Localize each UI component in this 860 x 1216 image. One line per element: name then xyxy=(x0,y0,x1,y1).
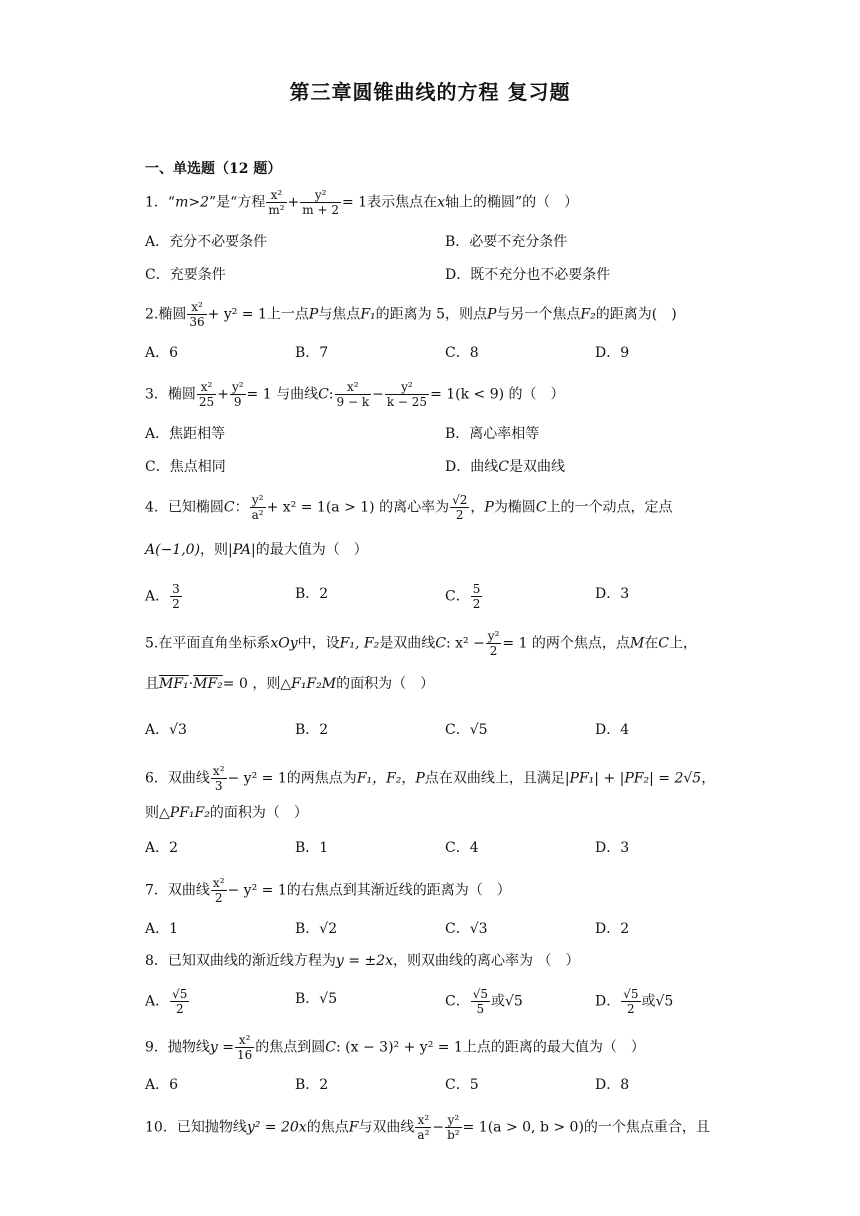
option-a[interactable]: A． $\frac{√5}{2}$ xyxy=(145,987,188,1016)
question-9: 9．抛物线y = $\frac{\text{x²}}{16}$ 的焦点到圆C: (x − 3)² + y² = 1上点的距离的最大值为（ ） xyxy=(145,1033,645,1062)
option-d[interactable]: D．8 xyxy=(595,1077,630,1093)
question-2-options xyxy=(145,341,715,369)
question-5-line-2: 且MF₁·MF₂= 0 ，则△F₁F₂M的面积为（ ） xyxy=(145,676,435,692)
fraction: $\frac{\text{x²}}{\text{m²}}$ xyxy=(268,188,285,217)
question-7-options xyxy=(145,917,715,945)
option-b[interactable]: B．√5 xyxy=(295,991,338,1007)
option-b[interactable]: B．1 xyxy=(295,840,329,856)
option-a[interactable]: A．1 xyxy=(145,921,179,937)
option-a[interactable]: A．2 xyxy=(145,840,179,856)
fraction: $\frac{\text{y²}}{m + 2}$ xyxy=(302,188,339,217)
option-d[interactable]: D．3 xyxy=(595,586,630,602)
fraction: $\frac{\text{x²}}{16}$ xyxy=(237,1033,253,1062)
question-6: 6．双曲线 $\frac{\text{x²}}{3}$ − y² = 1的两焦点为F₁，F₂，P点在双曲线上，且满足|PF₁| + |PF₂| = 2√5， xyxy=(145,764,716,793)
question-1-options xyxy=(145,230,715,258)
option-d[interactable]: D．4 xyxy=(595,722,630,738)
section-heading: 一、单选题（12 题） xyxy=(145,161,282,177)
question-4-line-2: A(−1,0)，则|PA|的最大值为（ ） xyxy=(145,542,368,558)
option-c[interactable]: C． $\frac{5}{2}$ xyxy=(445,582,481,611)
option-d[interactable]: D．既不充分也不必要条件 xyxy=(445,267,611,283)
question-2: 2.椭圆 $\frac{\text{x²}}{36}$ + y² = 1上一点P与焦点F₁的距离为 5，则点P与另一个焦点F₂的距离为( ) xyxy=(145,300,677,329)
question-5-options xyxy=(145,718,715,746)
question-10: 10．已知抛物线y² = 20x的焦点F与双曲线 $\frac{\text{x²}}{\text{a²}}$ − $\frac{\text{y²}}{\text{b²}}$ = 1(a > 0, b > 0)的一个焦点重合，且 xyxy=(145,1113,710,1142)
option-c[interactable]: C． $\frac{√5}{5}$ 或√5 xyxy=(445,987,523,1016)
option-b[interactable]: B．√2 xyxy=(295,921,338,937)
question-8-options xyxy=(145,987,715,1015)
option-a[interactable]: A．6 xyxy=(145,1077,179,1093)
option-a[interactable]: A．6 xyxy=(145,345,179,361)
fraction: $\frac{\text{x²}}{9 - k}$ xyxy=(336,380,370,409)
option-d[interactable]: D．9 xyxy=(595,345,630,361)
option-c[interactable]: C．焦点相同 xyxy=(145,459,226,475)
question-3: 3．椭圆 $\frac{\text{x²}}{25}$ + $\frac{\text{y²}}{9}$ = 1 与曲线C: $\frac{\text{x²}}{9 - k}$ − $\frac{\text{y²}}{k - 25}$ = 1(k < 9) 的（ ） xyxy=(145,380,565,409)
option-b[interactable]: B．必要不充分条件 xyxy=(445,234,568,250)
question-6-options xyxy=(145,836,715,864)
option-c[interactable]: C．√3 xyxy=(445,921,488,937)
option-b[interactable]: B．2 xyxy=(295,722,329,738)
fraction: $\frac{\text{x²}}{3}$ xyxy=(212,764,225,793)
question-3-options xyxy=(145,422,715,450)
question-3-options xyxy=(145,455,715,483)
fraction: $\frac{\text{x²}}{25}$ xyxy=(198,380,215,409)
fraction: $\frac{\text{x²}}{2}$ xyxy=(212,876,225,905)
question-9-options xyxy=(145,1073,715,1101)
page-title: 第三章圆锥曲线的方程 复习题 xyxy=(289,80,571,104)
option-c[interactable]: C．8 xyxy=(445,345,479,361)
question-6-line-2: 则△PF₁F₂的面积为（ ） xyxy=(145,805,308,821)
option-a[interactable]: A．充分不必要条件 xyxy=(145,234,268,250)
option-b[interactable]: B．2 xyxy=(295,586,329,602)
fraction: $\frac{\text{y²}}{2}$ xyxy=(487,629,500,658)
fraction: $\frac{\text{y²}}{9}$ xyxy=(231,380,244,409)
option-a[interactable]: A．焦距相等 xyxy=(145,426,226,442)
fraction: $\frac{\text{y²}}{k - 25}$ xyxy=(386,380,428,409)
option-c[interactable]: C．5 xyxy=(445,1077,479,1093)
question-1-options xyxy=(145,263,715,291)
fraction: $\frac{\text{x²}}{\text{a²}}$ xyxy=(417,1113,430,1142)
option-a[interactable]: A．√3 xyxy=(145,722,187,738)
question-4: 4．已知椭圆C： $\frac{\text{y²}}{\text{a²}}$ + x² = 1(a > 1) 的离心率为 $\frac{√2}{2}$ ，P为椭圆C上的一个动点，定点 xyxy=(145,493,673,522)
option-c[interactable]: C．充要条件 xyxy=(145,267,226,283)
fraction: $\frac{\text{y²}}{\text{a²}}$ xyxy=(251,493,264,522)
option-b[interactable]: B．2 xyxy=(295,1077,329,1093)
option-d[interactable]: D． $\frac{√5}{2}$ 或√5 xyxy=(595,987,674,1016)
option-a[interactable]: A． $\frac{3}{2}$ xyxy=(145,582,180,611)
question-8: 8．已知双曲线的渐近线方程为y = ±2x，则双曲线的离心率为 （ ） xyxy=(145,953,580,969)
option-b[interactable]: B．离心率相等 xyxy=(445,426,540,442)
fraction: $\frac{\text{y²}}{\text{b²}}$ xyxy=(447,1113,460,1142)
option-d[interactable]: D．2 xyxy=(595,921,630,937)
question-1: 1．“m>2”是“方程 $\frac{\text{x²}}{\text{m²}}$ + $\frac{\text{y²}}{m + 2}$ = 1表示焦点在x轴上的椭圆”的（ ） xyxy=(145,188,579,217)
option-b[interactable]: B．7 xyxy=(295,345,329,361)
fraction: $\frac{√2}{2}$ xyxy=(452,493,468,522)
fraction: $\frac{\text{x²}}{36}$ xyxy=(189,300,205,329)
option-c[interactable]: C．√5 xyxy=(445,722,488,738)
question-5: 5.在平面直角坐标系xOy中，设F₁, F₂是双曲线C: x² − $\frac{\text{y²}}{2}$ = 1 的两个焦点，点M在C上， xyxy=(145,629,697,658)
option-c[interactable]: C．4 xyxy=(445,840,479,856)
option-d[interactable]: D．3 xyxy=(595,840,630,856)
question-7: 7．双曲线 $\frac{\text{x²}}{2}$ − y² = 1的右焦点到其渐近线的距离为（ ） xyxy=(145,876,511,905)
question-4-options xyxy=(145,582,715,610)
option-d[interactable]: D．曲线C是双曲线 xyxy=(445,459,565,475)
